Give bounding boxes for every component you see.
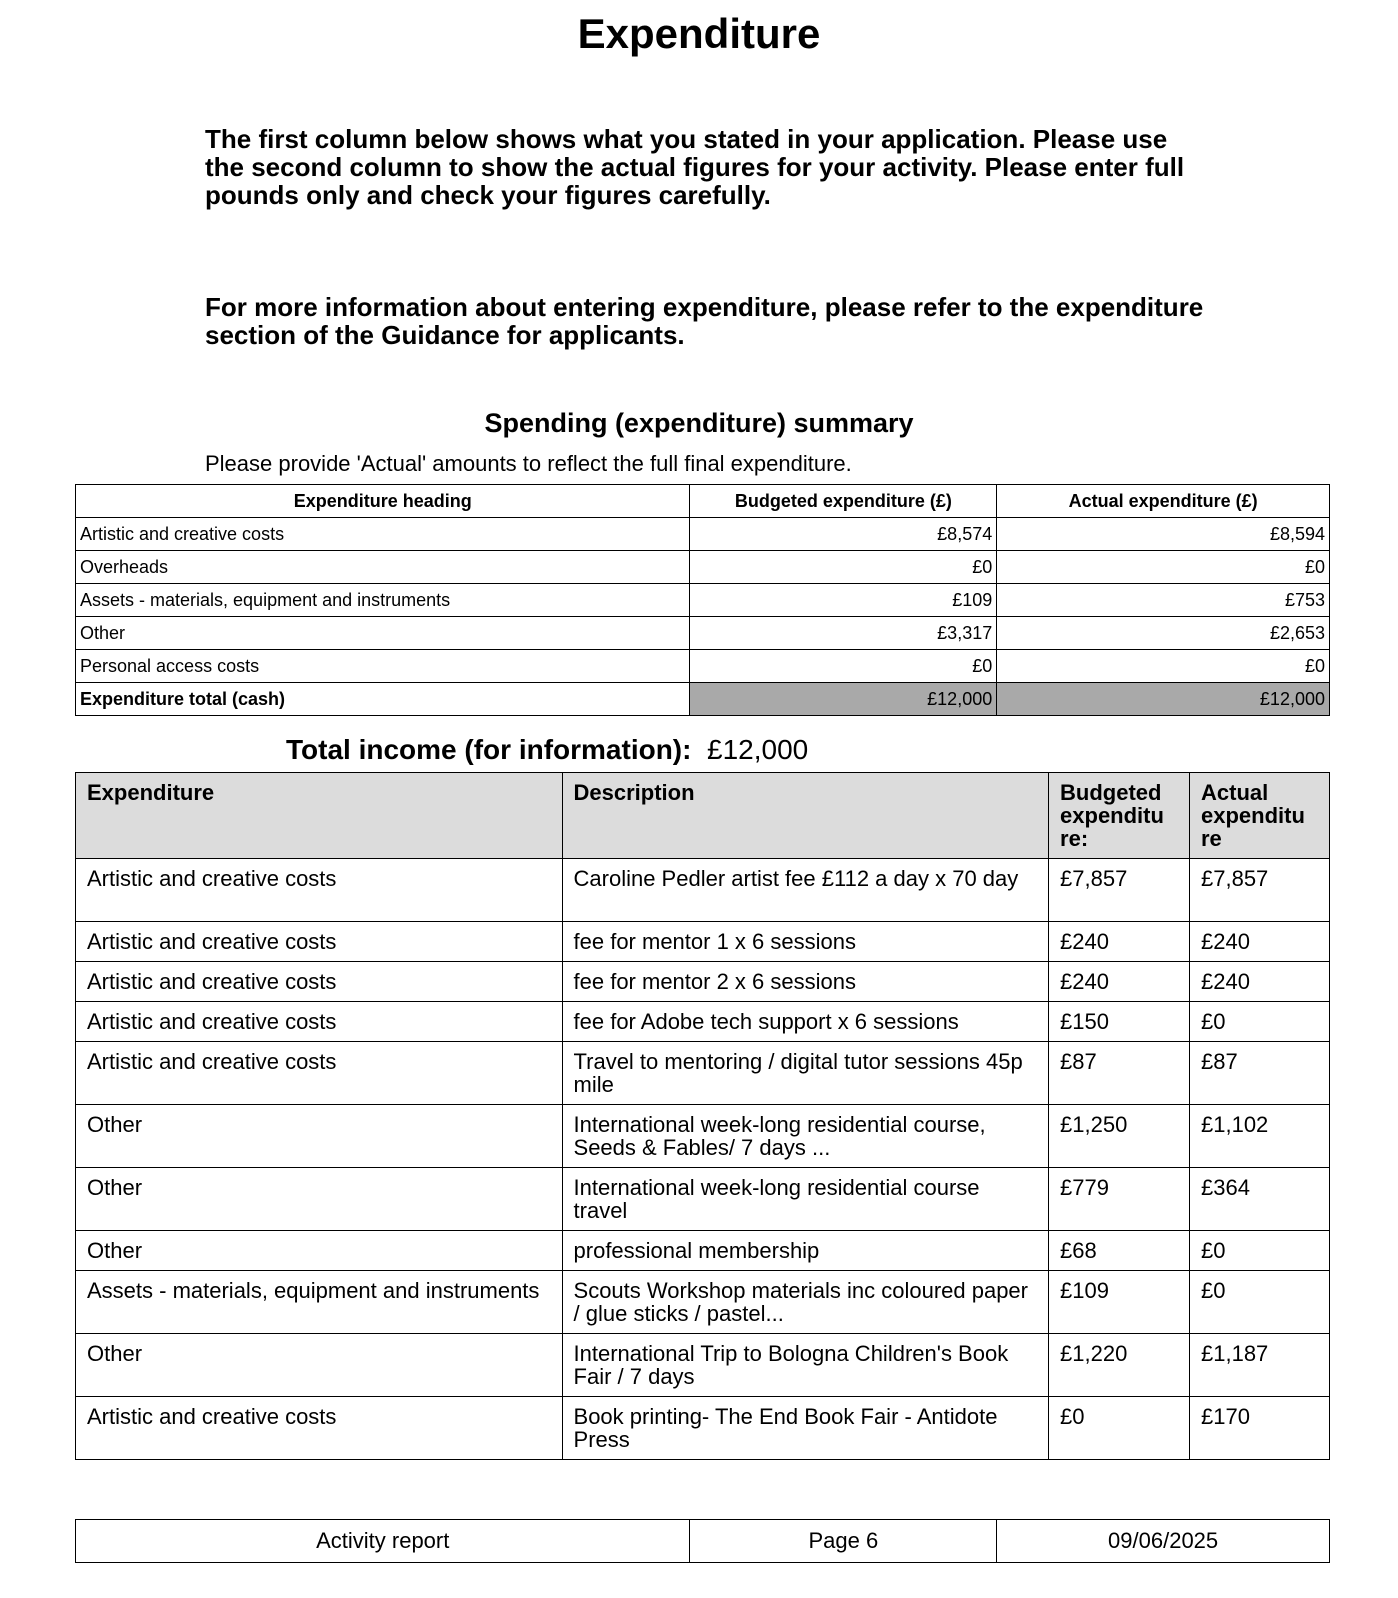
detail-expenditure: Artistic and creative costs	[76, 1397, 563, 1460]
detail-budgeted: £240	[1049, 922, 1190, 962]
summary-heading: Assets - materials, equipment and instruments	[76, 584, 690, 617]
detail-budgeted: £0	[1049, 1397, 1190, 1460]
detail-row	[76, 1168, 1330, 1231]
detail-description: fee for Adobe tech support x 6 sessions	[562, 1002, 1049, 1042]
detail-header-row	[76, 773, 1330, 859]
detail-actual: £0	[1190, 1002, 1330, 1042]
detail-row	[76, 1042, 1330, 1105]
detail-expenditure: Other	[76, 1105, 563, 1168]
detail-actual: £1,187	[1190, 1334, 1330, 1397]
detail-row	[76, 962, 1330, 1002]
summary-heading: Other	[76, 617, 690, 650]
summary-title: Spending (expenditure) summary	[484, 408, 914, 438]
summary-note: Please provide 'Actual' amounts to reflect the full final expenditure.	[205, 451, 852, 476]
summary-budgeted: £3,317	[690, 617, 997, 650]
summary-actual: £8,594	[997, 518, 1330, 551]
summary-table	[75, 484, 1330, 716]
summary-total-budgeted: £12,000	[690, 683, 997, 716]
detail-description: Travel to mentoring / digital tutor sessions 45p mile	[562, 1042, 1049, 1105]
detail-actual: £240	[1190, 922, 1330, 962]
detail-actual: £87	[1190, 1042, 1330, 1105]
detail-expenditure: Other	[76, 1334, 563, 1397]
summary-actual: £0	[997, 551, 1330, 584]
detail-row	[76, 1002, 1330, 1042]
detail-description: International week-long residential course travel	[562, 1168, 1049, 1231]
summary-actual: £2,653	[997, 617, 1330, 650]
summary-total-actual: £12,000	[997, 683, 1330, 716]
detail-expenditure: Other	[76, 1168, 563, 1231]
detail-row	[76, 1397, 1330, 1460]
summary-total-heading: Expenditure total (cash)	[76, 683, 690, 716]
total-income-label: Total income (for information):	[286, 734, 692, 765]
page-footer	[75, 1519, 1330, 1563]
detail-expenditure: Assets - materials, equipment and instruments	[76, 1271, 563, 1334]
detail-budgeted: £7,857	[1049, 859, 1190, 922]
summary-row	[76, 518, 1330, 551]
footer-report-name: Activity report	[76, 1520, 690, 1563]
detail-actual: £7,857	[1190, 859, 1330, 922]
detail-actual: £0	[1190, 1271, 1330, 1334]
detail-budgeted: £779	[1049, 1168, 1190, 1231]
summary-total-row	[76, 683, 1330, 716]
summary-row	[76, 617, 1330, 650]
summary-row	[76, 650, 1330, 683]
detail-description: fee for mentor 2 x 6 sessions	[562, 962, 1049, 1002]
detail-row	[76, 1334, 1330, 1397]
summary-budgeted: £109	[690, 584, 997, 617]
detail-budgeted: £68	[1049, 1231, 1190, 1271]
detail-actual: £170	[1190, 1397, 1330, 1460]
detail-expenditure: Other	[76, 1231, 563, 1271]
detail-description: Caroline Pedler artist fee £112 a day x 70 day	[562, 859, 1049, 922]
page-title: Expenditure	[577, 10, 821, 57]
detail-expenditure: Artistic and creative costs	[76, 1042, 563, 1105]
intro-paragraph-1: The first column below shows what you stated in your application. Please use the second column to show the actual figures for your activity. Please enter full pounds only and check your figures carefully.	[205, 124, 1185, 210]
detail-actual: £240	[1190, 962, 1330, 1002]
total-income	[286, 734, 808, 766]
detail-description: International week-long residential course, Seeds & Fables/ 7 days ...	[562, 1105, 1049, 1168]
summary-header-row	[76, 485, 1330, 518]
summary-budgeted: £0	[690, 551, 997, 584]
detail-budgeted: £109	[1049, 1271, 1190, 1334]
detail-actual: £1,102	[1190, 1105, 1330, 1168]
detail-description: professional membership	[562, 1231, 1049, 1271]
detail-expenditure: Artistic and creative costs	[76, 1002, 563, 1042]
summary-budgeted: £8,574	[690, 518, 997, 551]
intro-paragraph-2: For more information about entering expenditure, please refer to the expenditure section of the Guidance for applicants.	[205, 292, 1204, 350]
detail-budgeted: £87	[1049, 1042, 1190, 1105]
summary-row	[76, 551, 1330, 584]
detail-expenditure: Artistic and creative costs	[76, 922, 563, 962]
detail-header-expenditure: Expenditure	[76, 773, 563, 859]
detail-header-budgeted: Budgeted expenditu re:	[1049, 773, 1190, 859]
detail-row	[76, 1231, 1330, 1271]
detail-description: fee for mentor 1 x 6 sessions	[562, 922, 1049, 962]
detail-actual: £0	[1190, 1231, 1330, 1271]
detail-description: Scouts Workshop materials inc coloured paper / glue sticks / pastel...	[562, 1271, 1049, 1334]
detail-expenditure: Artistic and creative costs	[76, 859, 563, 922]
detail-actual: £364	[1190, 1168, 1330, 1231]
summary-actual: £753	[997, 584, 1330, 617]
footer-date: 09/06/2025	[997, 1520, 1330, 1563]
summary-actual: £0	[997, 650, 1330, 683]
summary-header-actual: Actual expenditure (£)	[997, 485, 1330, 518]
summary-heading: Personal access costs	[76, 650, 690, 683]
detail-expenditure: Artistic and creative costs	[76, 962, 563, 1002]
total-income-value: £12,000	[707, 734, 809, 765]
detail-budgeted: £240	[1049, 962, 1190, 1002]
summary-budgeted: £0	[690, 650, 997, 683]
summary-heading: Artistic and creative costs	[76, 518, 690, 551]
detail-row	[76, 859, 1330, 922]
detail-budgeted: £1,220	[1049, 1334, 1190, 1397]
detail-description: International Trip to Bologna Children's Book Fair / 7 days	[562, 1334, 1049, 1397]
summary-heading: Overheads	[76, 551, 690, 584]
detail-budgeted: £150	[1049, 1002, 1190, 1042]
detail-row	[76, 1271, 1330, 1334]
detail-budgeted: £1,250	[1049, 1105, 1190, 1168]
summary-header-budgeted: Budgeted expenditure (£)	[690, 485, 997, 518]
expenditure-detail-table	[75, 772, 1330, 1460]
detail-row	[76, 1105, 1330, 1168]
summary-row	[76, 584, 1330, 617]
summary-header-heading: Expenditure heading	[76, 485, 690, 518]
detail-description: Book printing- The End Book Fair - Antidote Press	[562, 1397, 1049, 1460]
detail-header-actual: Actual expenditu re	[1190, 773, 1330, 859]
detail-header-description: Description	[562, 773, 1049, 859]
footer-page-number: Page 6	[690, 1520, 997, 1563]
detail-row	[76, 922, 1330, 962]
